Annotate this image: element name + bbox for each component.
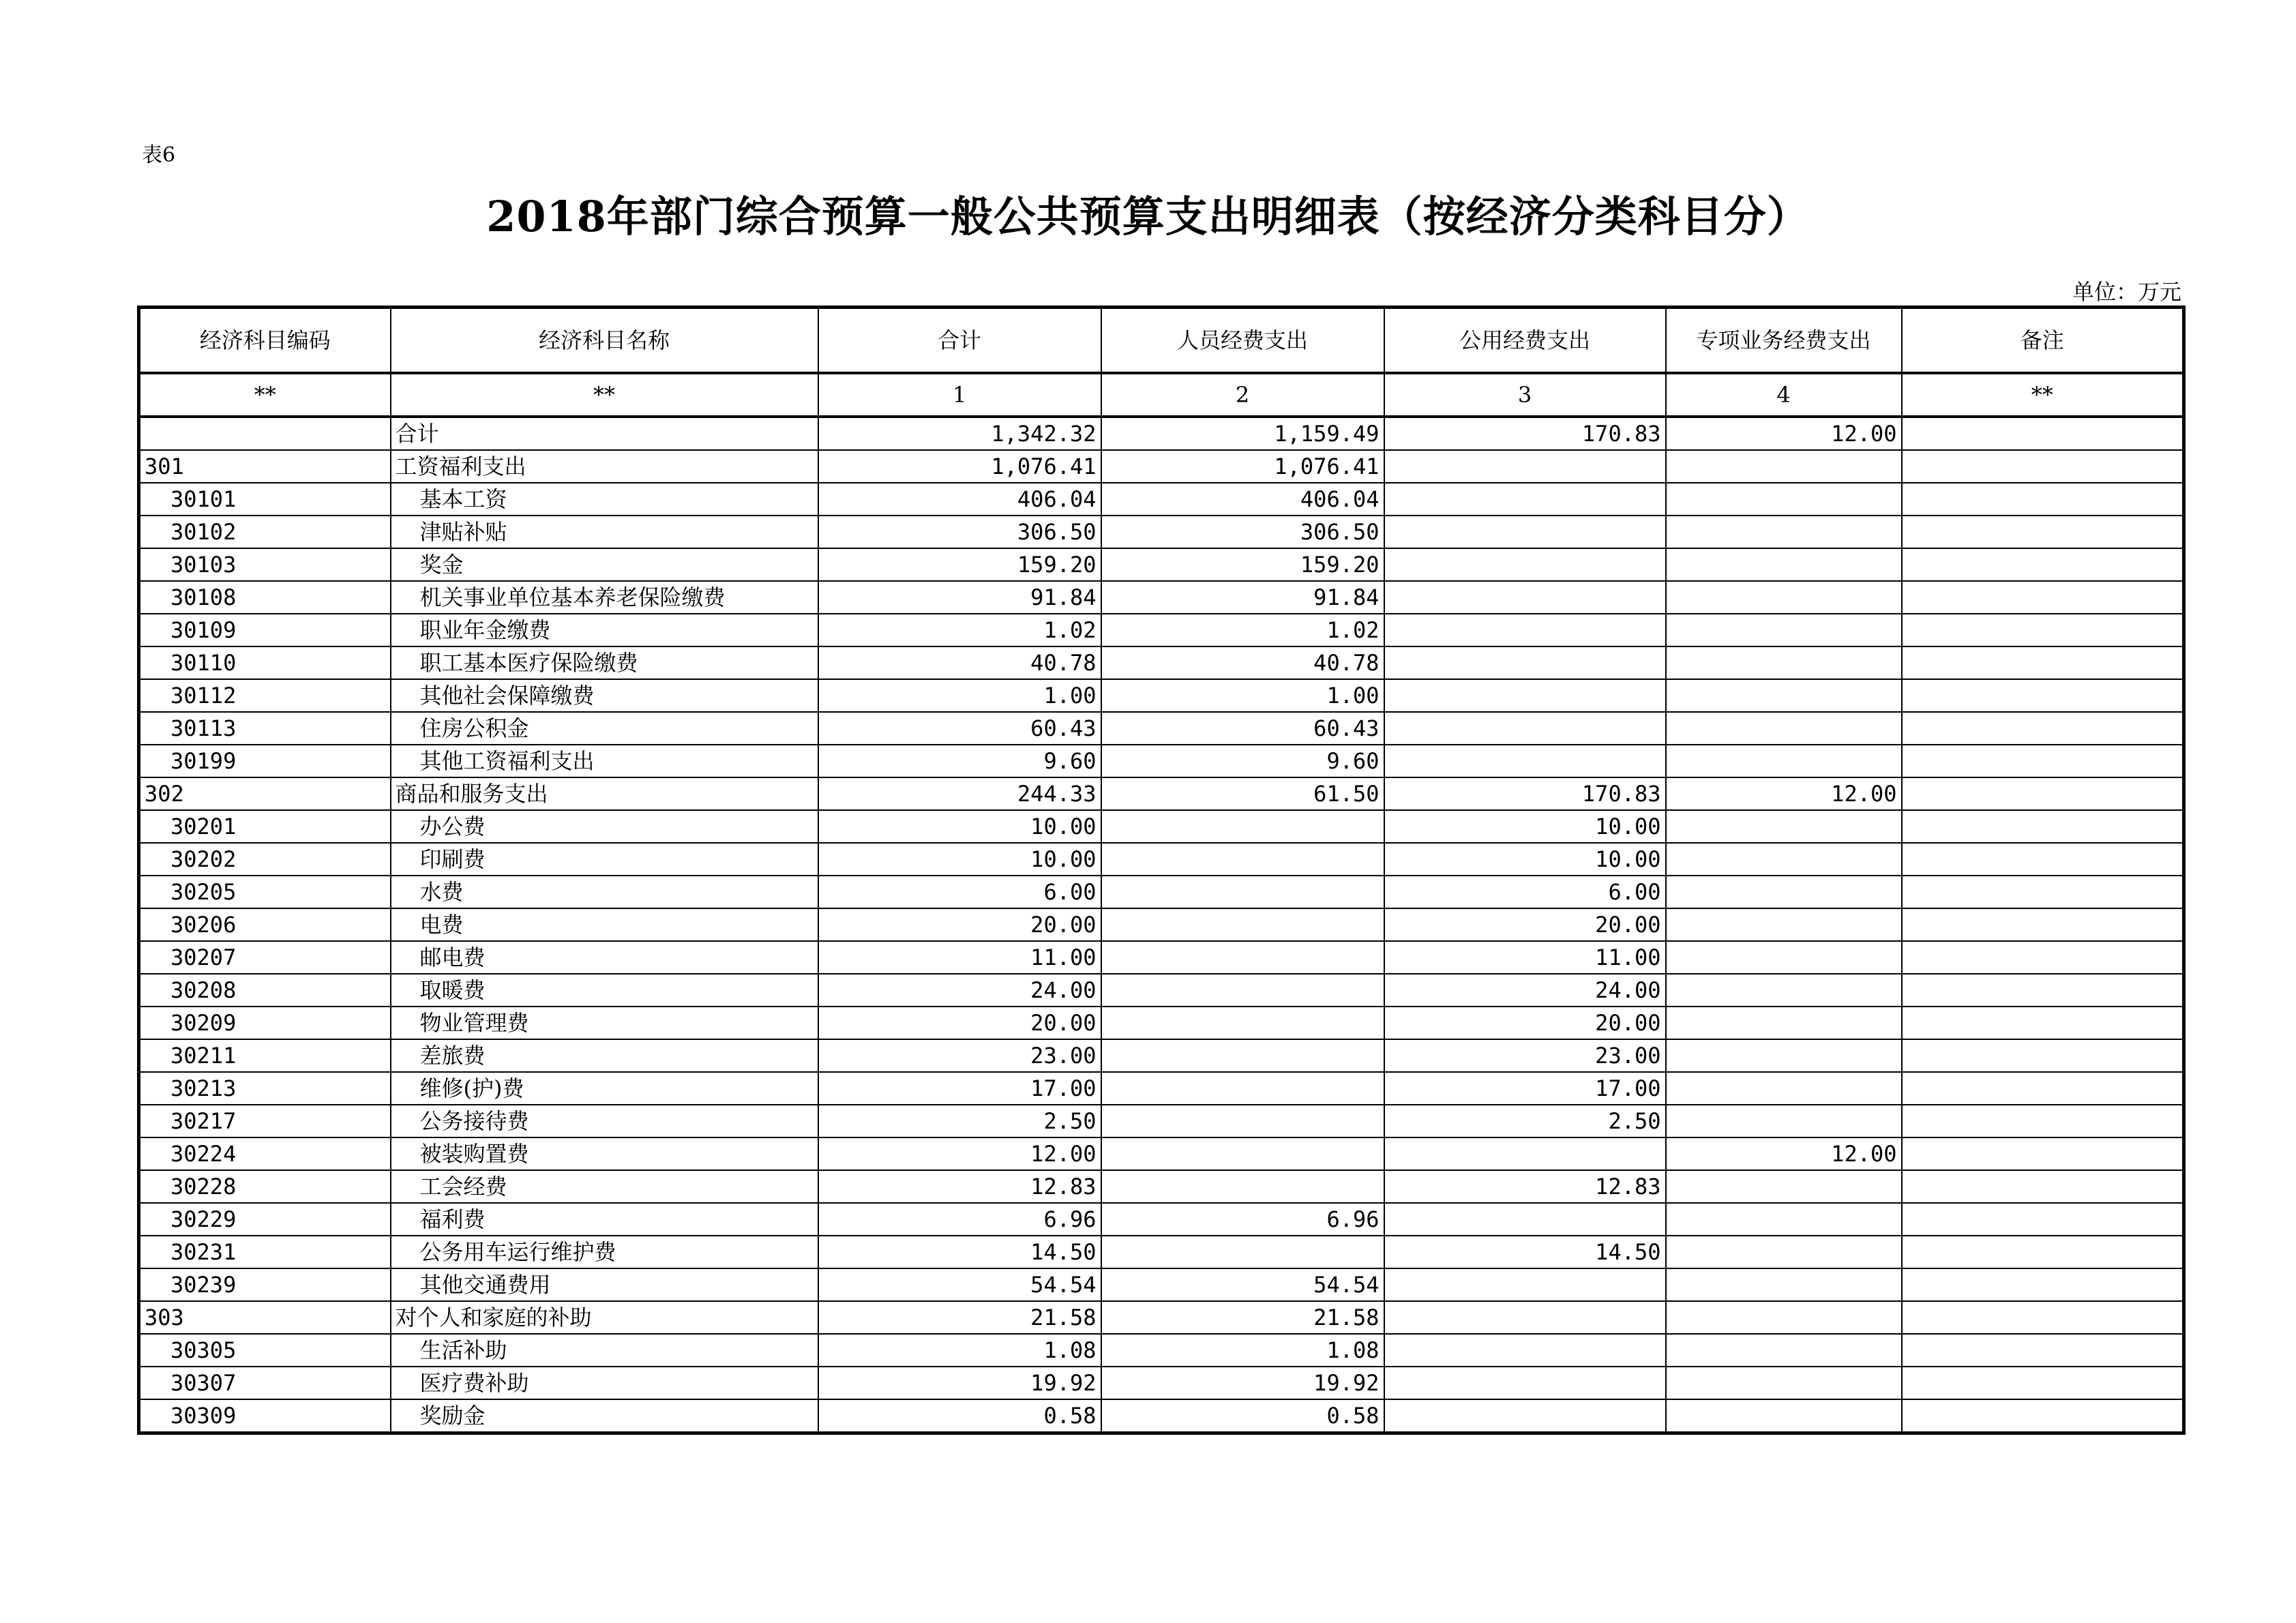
cell-personnel: 40.78: [1101, 646, 1384, 679]
unit-label: 单位：万元: [2072, 279, 2181, 305]
cell-note: [1902, 1072, 2184, 1105]
cell-public: [1384, 614, 1666, 646]
cell-special: [1666, 843, 1902, 876]
cell-public: 17.00: [1384, 1072, 1666, 1105]
cell-special: [1666, 646, 1902, 679]
cell-note: [1902, 876, 2184, 908]
cell-special: [1666, 1170, 1902, 1203]
cell-code: 30208: [139, 974, 391, 1007]
cell-total: 0.58: [818, 1399, 1101, 1433]
cell-public: 10.00: [1384, 843, 1666, 876]
marker-public: 3: [1384, 373, 1666, 417]
table-row: [139, 516, 2184, 548]
cell-special: [1666, 1105, 1902, 1137]
cell-personnel: 9.60: [1101, 745, 1384, 777]
cell-note: [1902, 679, 2184, 712]
cell-total: 12.83: [818, 1170, 1101, 1203]
cell-special: [1666, 1301, 1902, 1334]
cell-name: 职工基本医疗保险缴费: [391, 646, 818, 679]
cell-name: 工会经费: [391, 1170, 818, 1203]
cell-special: [1666, 1367, 1902, 1399]
cell-name: 办公费: [391, 810, 818, 843]
cell-personnel: 406.04: [1101, 483, 1384, 516]
cell-public: [1384, 548, 1666, 581]
table-row: [139, 810, 2184, 843]
cell-code: 30103: [139, 548, 391, 581]
cell-special: [1666, 712, 1902, 745]
cell-code: 30307: [139, 1367, 391, 1399]
table-row: [139, 712, 2184, 745]
cell-special: [1666, 516, 1902, 548]
cell-code: 30110: [139, 646, 391, 679]
cell-note: [1902, 745, 2184, 777]
cell-public: 14.50: [1384, 1236, 1666, 1268]
cell-public: 170.83: [1384, 417, 1666, 450]
table-row: [139, 1105, 2184, 1137]
cell-name: 工资福利支出: [391, 450, 818, 483]
cell-total: 9.60: [818, 745, 1101, 777]
cell-name: 奖金: [391, 548, 818, 581]
table-row: [139, 1367, 2184, 1399]
cell-personnel: [1101, 876, 1384, 908]
cell-name: 差旅费: [391, 1039, 818, 1072]
cell-code: 30206: [139, 908, 391, 941]
cell-total: 10.00: [818, 843, 1101, 876]
cell-name: 职业年金缴费: [391, 614, 818, 646]
cell-note: [1902, 1301, 2184, 1334]
cell-code: 30101: [139, 483, 391, 516]
cell-total: 91.84: [818, 581, 1101, 614]
cell-special: [1666, 745, 1902, 777]
cell-note: [1902, 777, 2184, 810]
cell-public: 12.83: [1384, 1170, 1666, 1203]
table-row: [139, 614, 2184, 646]
cell-note: [1902, 417, 2184, 450]
cell-code: 30199: [139, 745, 391, 777]
cell-name: 维修(护)费: [391, 1072, 818, 1105]
cell-name: 合计: [391, 417, 818, 450]
cell-total: 244.33: [818, 777, 1101, 810]
cell-total: 17.00: [818, 1072, 1101, 1105]
cell-note: [1902, 581, 2184, 614]
cell-note: [1902, 483, 2184, 516]
table-row: [139, 941, 2184, 974]
cell-note: [1902, 614, 2184, 646]
cell-note: [1902, 1334, 2184, 1367]
cell-total: 24.00: [818, 974, 1101, 1007]
cell-personnel: 19.92: [1101, 1367, 1384, 1399]
cell-code: 302: [139, 777, 391, 810]
table-row: [139, 1334, 2184, 1367]
cell-public: [1384, 712, 1666, 745]
cell-personnel: 61.50: [1101, 777, 1384, 810]
header-note: 备注: [1902, 308, 2184, 374]
table-row: [139, 1203, 2184, 1236]
header-row: [139, 308, 2184, 374]
marker-note: **: [1902, 373, 2184, 417]
cell-special: [1666, 1072, 1902, 1105]
cell-personnel: 1.00: [1101, 679, 1384, 712]
cell-total: 19.92: [818, 1367, 1101, 1399]
cell-special: [1666, 1007, 1902, 1039]
cell-personnel: 0.58: [1101, 1399, 1384, 1433]
cell-special: [1666, 810, 1902, 843]
cell-total: 2.50: [818, 1105, 1101, 1137]
cell-code: 30211: [139, 1039, 391, 1072]
cell-special: [1666, 941, 1902, 974]
cell-special: [1666, 908, 1902, 941]
cell-name: 住房公积金: [391, 712, 818, 745]
cell-special: [1666, 1236, 1902, 1268]
cell-special: [1666, 1039, 1902, 1072]
table-row: [139, 745, 2184, 777]
cell-special: [1666, 1268, 1902, 1301]
cell-total: 1,342.32: [818, 417, 1101, 450]
cell-name: 公务用车运行维护费: [391, 1236, 818, 1268]
cell-code: 301: [139, 450, 391, 483]
cell-public: 11.00: [1384, 941, 1666, 974]
cell-name: 奖励金: [391, 1399, 818, 1433]
table-row: [139, 1268, 2184, 1301]
marker-special: 4: [1666, 373, 1902, 417]
cell-personnel: [1101, 1007, 1384, 1039]
table-row: [139, 646, 2184, 679]
cell-name: 商品和服务支出: [391, 777, 818, 810]
marker-name: **: [391, 373, 818, 417]
cell-code: 30113: [139, 712, 391, 745]
cell-note: [1902, 1105, 2184, 1137]
cell-note: [1902, 516, 2184, 548]
cell-name: 基本工资: [391, 483, 818, 516]
cell-note: [1902, 1399, 2184, 1433]
cell-personnel: [1101, 1137, 1384, 1170]
cell-note: [1902, 712, 2184, 745]
cell-name: 生活补助: [391, 1334, 818, 1367]
cell-total: 20.00: [818, 908, 1101, 941]
cell-public: [1384, 1334, 1666, 1367]
cell-special: [1666, 974, 1902, 1007]
cell-public: [1384, 1268, 1666, 1301]
cell-note: [1902, 1367, 2184, 1399]
cell-public: 23.00: [1384, 1039, 1666, 1072]
cell-personnel: 21.58: [1101, 1301, 1384, 1334]
cell-total: 10.00: [818, 810, 1101, 843]
cell-personnel: 6.96: [1101, 1203, 1384, 1236]
table-row: [139, 1301, 2184, 1334]
table-label: 表6: [142, 143, 176, 167]
budget-table: [137, 306, 2186, 1435]
cell-name: 机关事业单位基本养老保险缴费: [391, 581, 818, 614]
cell-total: 1.02: [818, 614, 1101, 646]
table-row: [139, 581, 2184, 614]
cell-note: [1902, 1203, 2184, 1236]
cell-note: [1902, 1268, 2184, 1301]
cell-name: 印刷费: [391, 843, 818, 876]
cell-special: [1666, 483, 1902, 516]
table-row: [139, 876, 2184, 908]
cell-total: 1,076.41: [818, 450, 1101, 483]
cell-code: 30108: [139, 581, 391, 614]
cell-total: 1.00: [818, 679, 1101, 712]
cell-code: 30228: [139, 1170, 391, 1203]
marker-total: 1: [818, 373, 1101, 417]
cell-special: [1666, 1399, 1902, 1433]
cell-personnel: 60.43: [1101, 712, 1384, 745]
cell-personnel: 306.50: [1101, 516, 1384, 548]
cell-name: 福利费: [391, 1203, 818, 1236]
cell-personnel: [1101, 1170, 1384, 1203]
cell-note: [1902, 974, 2184, 1007]
cell-public: [1384, 1399, 1666, 1433]
cell-code: 30217: [139, 1105, 391, 1137]
cell-public: [1384, 450, 1666, 483]
cell-note: [1902, 1007, 2184, 1039]
cell-public: [1384, 516, 1666, 548]
cell-personnel: 1,076.41: [1101, 450, 1384, 483]
cell-total: 159.20: [818, 548, 1101, 581]
cell-special: [1666, 679, 1902, 712]
cell-name: 取暖费: [391, 974, 818, 1007]
cell-total: 54.54: [818, 1268, 1101, 1301]
cell-special: [1666, 614, 1902, 646]
cell-total: 23.00: [818, 1039, 1101, 1072]
cell-note: [1902, 1137, 2184, 1170]
cell-code: 30112: [139, 679, 391, 712]
cell-personnel: 91.84: [1101, 581, 1384, 614]
cell-code: 30239: [139, 1268, 391, 1301]
marker-code: **: [139, 373, 391, 417]
cell-code: 30102: [139, 516, 391, 548]
cell-total: 6.00: [818, 876, 1101, 908]
cell-name: 物业管理费: [391, 1007, 818, 1039]
cell-special: [1666, 450, 1902, 483]
cell-public: 2.50: [1384, 1105, 1666, 1137]
cell-code: 30209: [139, 1007, 391, 1039]
cell-public: [1384, 483, 1666, 516]
table-row: [139, 1170, 2184, 1203]
cell-public: [1384, 679, 1666, 712]
cell-note: [1902, 843, 2184, 876]
cell-special: 12.00: [1666, 1137, 1902, 1170]
cell-note: [1902, 908, 2184, 941]
cell-name: 电费: [391, 908, 818, 941]
cell-public: 170.83: [1384, 777, 1666, 810]
table-row: [139, 483, 2184, 516]
cell-total: 12.00: [818, 1137, 1101, 1170]
header-public: 公用经费支出: [1384, 308, 1666, 374]
marker-personnel: 2: [1101, 373, 1384, 417]
cell-name: 水费: [391, 876, 818, 908]
cell-public: [1384, 581, 1666, 614]
header-name: 经济科目名称: [391, 308, 818, 374]
cell-personnel: [1101, 941, 1384, 974]
cell-code: 30305: [139, 1334, 391, 1367]
cell-note: [1902, 810, 2184, 843]
cell-special: [1666, 1334, 1902, 1367]
cell-personnel: [1101, 1236, 1384, 1268]
table-row: [139, 1137, 2184, 1170]
cell-personnel: 1.08: [1101, 1334, 1384, 1367]
cell-note: [1902, 1039, 2184, 1072]
cell-name: 被装购置费: [391, 1137, 818, 1170]
table-row: [139, 908, 2184, 941]
cell-name: 邮电费: [391, 941, 818, 974]
cell-code: 30207: [139, 941, 391, 974]
cell-personnel: [1101, 1072, 1384, 1105]
cell-special: [1666, 548, 1902, 581]
table-row: [139, 1236, 2184, 1268]
marker-row: [139, 373, 2184, 417]
cell-personnel: [1101, 908, 1384, 941]
page-title: 2018年部门综合预算一般公共预算支出明细表（按经济分类科目分）: [486, 192, 1810, 241]
cell-name: 医疗费补助: [391, 1367, 818, 1399]
cell-note: [1902, 941, 2184, 974]
table-row: [139, 417, 2184, 450]
cell-code: 30213: [139, 1072, 391, 1105]
cell-total: 40.78: [818, 646, 1101, 679]
cell-name: 其他社会保障缴费: [391, 679, 818, 712]
cell-note: [1902, 646, 2184, 679]
table-row: [139, 777, 2184, 810]
cell-personnel: [1101, 810, 1384, 843]
cell-public: 20.00: [1384, 908, 1666, 941]
table-row: [139, 1072, 2184, 1105]
cell-public: [1384, 745, 1666, 777]
header-total: 合计: [818, 308, 1101, 374]
cell-total: 306.50: [818, 516, 1101, 548]
cell-note: [1902, 1170, 2184, 1203]
cell-personnel: [1101, 1105, 1384, 1137]
table-row: [139, 974, 2184, 1007]
cell-personnel: 54.54: [1101, 1268, 1384, 1301]
cell-total: 1.08: [818, 1334, 1101, 1367]
cell-public: [1384, 1367, 1666, 1399]
cell-special: [1666, 1203, 1902, 1236]
cell-public: [1384, 646, 1666, 679]
cell-public: [1384, 1203, 1666, 1236]
cell-public: [1384, 1301, 1666, 1334]
table-row: [139, 548, 2184, 581]
cell-total: 20.00: [818, 1007, 1101, 1039]
cell-note: [1902, 450, 2184, 483]
cell-note: [1902, 548, 2184, 581]
cell-special: 12.00: [1666, 417, 1902, 450]
cell-public: 6.00: [1384, 876, 1666, 908]
header-personnel: 人员经费支出: [1101, 308, 1384, 374]
header-code: 经济科目编码: [139, 308, 391, 374]
cell-code: 30231: [139, 1236, 391, 1268]
cell-total: 60.43: [818, 712, 1101, 745]
cell-code: 303: [139, 1301, 391, 1334]
table-row: [139, 1039, 2184, 1072]
cell-name: 对个人和家庭的补助: [391, 1301, 818, 1334]
cell-code: 30201: [139, 810, 391, 843]
cell-public: 10.00: [1384, 810, 1666, 843]
cell-code: 30224: [139, 1137, 391, 1170]
table-row: [139, 450, 2184, 483]
cell-personnel: [1101, 843, 1384, 876]
cell-name: 津贴补贴: [391, 516, 818, 548]
cell-public: 20.00: [1384, 1007, 1666, 1039]
cell-code: 30202: [139, 843, 391, 876]
table-row: [139, 1007, 2184, 1039]
table-row: [139, 1399, 2184, 1433]
cell-personnel: 159.20: [1101, 548, 1384, 581]
cell-code: 30109: [139, 614, 391, 646]
cell-note: [1902, 1236, 2184, 1268]
cell-code: [139, 417, 391, 450]
cell-public: 24.00: [1384, 974, 1666, 1007]
cell-special: 12.00: [1666, 777, 1902, 810]
cell-personnel: [1101, 1039, 1384, 1072]
cell-total: 14.50: [818, 1236, 1101, 1268]
cell-personnel: 1.02: [1101, 614, 1384, 646]
cell-public: [1384, 1137, 1666, 1170]
cell-personnel: 1,159.49: [1101, 417, 1384, 450]
header-special: 专项业务经费支出: [1666, 308, 1902, 374]
cell-name: 其他工资福利支出: [391, 745, 818, 777]
cell-total: 21.58: [818, 1301, 1101, 1334]
table-row: [139, 843, 2184, 876]
cell-code: 30229: [139, 1203, 391, 1236]
cell-total: 6.96: [818, 1203, 1101, 1236]
cell-name: 公务接待费: [391, 1105, 818, 1137]
table-row: [139, 679, 2184, 712]
cell-code: 30205: [139, 876, 391, 908]
cell-code: 30309: [139, 1399, 391, 1433]
cell-name: 其他交通费用: [391, 1268, 818, 1301]
cell-personnel: [1101, 974, 1384, 1007]
cell-total: 11.00: [818, 941, 1101, 974]
cell-special: [1666, 581, 1902, 614]
cell-special: [1666, 876, 1902, 908]
cell-total: 406.04: [818, 483, 1101, 516]
